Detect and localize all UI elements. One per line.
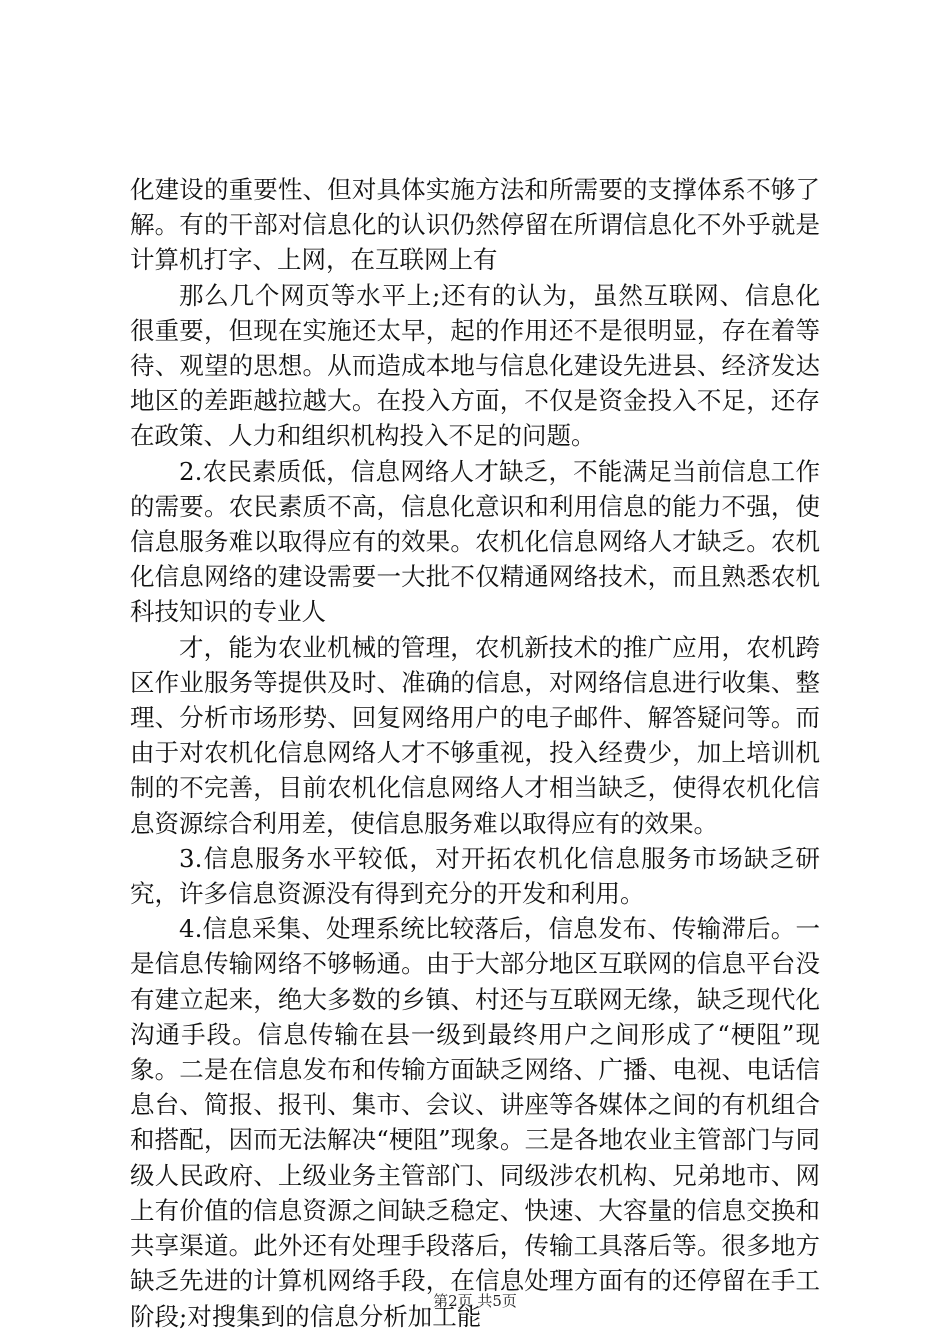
paragraph-6: 4.信息采集、处理系统比较落后，信息发布、传输滞后。一是信息传输网络不够畅通。由于大部分地区互联网的信息平台没有建立起来，绝大多数的乡镇、村还与互联网无缘，缺乏现代化沟通手段。信息传输在县一级到最终用户之间形成了“梗阻”现象。二是在信息发布和传输方面缺乏网络、广播、电视、电话信息台、简报、报刊、集市、会议、讲座等各媒体之间的有机组合和搭配，因而无法解决“梗阻”现象。三是各地农业主管部门与同级人民政府、上级业务主管部门、同级涉农机构、兄弟地市、网上有价值的信息资源之间缺乏稳定、快速、大容量的信息交换和共享渠道。此外还有处理手段落后，传输工具落后等。很多地方缺乏先进的计算机网络手段，在信息处理方面有的还停留在手工阶段;对搜集到的信息分析加工能: [130, 914, 820, 1331]
paragraph-4: 才，能为农业机械的管理，农机新技术的推广应用，农机跨区作业服务等提供及时、准确的信息，对网络信息进行收集、整理、分析市场形势、回复网络用户的电子邮件、解答疑问等。而由于对农机化信息网络人才不够重视，投入经费少，加上培训机制的不完善，目前农机化信息网络人才相当缺乏，使得农机化信息资源综合利用差，使信息服务难以取得应有的效果。: [130, 632, 820, 838]
page-footer: 第2页 共5页: [433, 1292, 517, 1310]
paragraph-1: 化建设的重要性、但对具体实施方法和所需要的支撑体系不够了解。有的干部对信息化的认识仍然停留在所谓信息化不外乎就是计算机打字、上网，在互联网上有: [130, 175, 820, 275]
paragraph-2: 那么几个网页等水平上;还有的认为，虽然互联网、信息化很重要，但现在实施还太早，起的作用还不是很明显，存在着等待、观望的思想。从而造成本地与信息化建设先进县、经济发达地区的差距越拉越大。在投入方面，不仅是资金投入不足，还存在政策、人力和组织机构投入不足的问题。: [130, 280, 820, 451]
paragraph-5: 3.信息服务水平较低，对开拓农机化信息服务市场缺乏研究，许多信息资源没有得到充分的开发和利用。: [130, 843, 820, 909]
document-body: [130, 172, 820, 1334]
paragraph-3: 2.农民素质低，信息网络人才缺乏，不能满足当前信息工作的需要。农民素质不高，信息化意识和利用信息的能力不强，使信息服务难以取得应有的效果。农机化信息网络人才缺乏。农机化信息网络的建设需要一大批不仅精通网络技术，而且熟悉农机科技知识的专业人: [130, 456, 820, 627]
